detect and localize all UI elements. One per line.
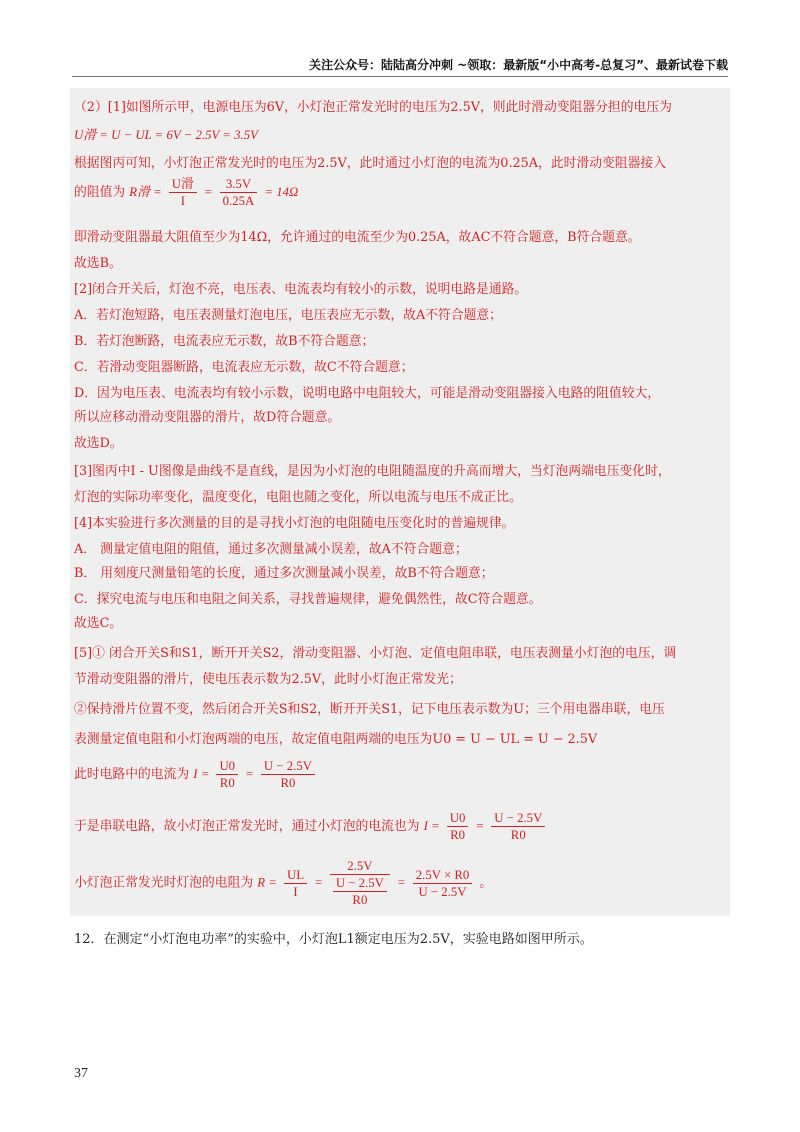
answer-line: 故选B。 [74,256,122,271]
answer-line: 灯泡的实际功率变化，温度变化，电阻也随之变化，所以电流与电压不成正比。 [74,490,522,505]
fraction: $\frac{2.5V \times R0}{U - 2.5V}$ [413,867,473,900]
answer-line: （2）[1]如图所示甲，电源电压为6V，小灯泡正常发光时的电压为2.5V，则此时滑动变阻器分担的电压为 [74,100,672,115]
compound-fraction: $\frac{2.5V}{\frac{U - 2.5V}{R0}}$ [330,858,390,908]
answer-line: D．因为电压表、电流表均有较小示数，说明电路中电阻较大，可能是滑动变阻器接入电路的阻值较大， [74,386,661,401]
answer-line: A．若灯泡短路，电压表测量灯泡电压，电压表应无示数，故A不符合题意； [74,308,502,323]
fraction: $\frac{U0}{R0}$ [447,810,469,843]
answer-text: 小灯泡正常发光时灯泡的电阻为 [74,875,254,891]
answer-line: [5]① 闭合开关S和S1，断开开关S2，滑动变阻器、小灯泡、定值电阻串联，电压表测量小灯泡的电压，调 [74,646,677,661]
fraction: $\frac{U - 2.5V}{R0}$ [261,758,315,791]
fraction: $\frac{U - 2.5V}{R0}$ [491,810,545,843]
answer-line: B．若灯泡断路，电流表应无示数，故B不符合题意； [74,334,375,349]
answer-line: B． 用刻度尺测量铅笔的长度，通过多次测量减小误差，故B不符合题意； [74,566,494,581]
formula-lhs: R = [257,875,277,890]
answer-text: 的阻值为 [74,185,126,200]
answer-line-with-formula: 的阻值为 R滑 = $\frac{\text{U滑}}{I}$ = $\frac{3.5V}{0.25A}$ = 14Ω [74,177,299,208]
answer-line: [4]本实验进行多次测量的目的是寻找小灯泡的电阻随电压变化时的普遍规律。 [74,516,515,531]
formula-lhs: I = [423,819,440,833]
answer-line: 节滑动变阻器的滑片，使电压表示数为2.5V，此时小灯泡正常发光； [74,672,462,687]
answer-line-with-formula: 此时电路中的电流为 I = $\frac{U0}{R0}$ = $\frac{U - 2.5V}{R0}$ [74,758,318,791]
answer-line: C．探究电流与电压和电阻之间关系，寻找普遍规律，避免偶然性，故C符合题意。 [74,592,542,607]
fraction: $\frac{UL}{I}$ [284,867,307,900]
answer-line: 所以应移动滑动变阻器的滑片，故D符合题意。 [74,410,341,425]
answer-line: 故选D。 [74,436,123,451]
answer-line: ②保持滑片位置不变，然后闭合开关S和S2，断开开关S1，记下电压表示数为U；三个用电器串联，电压 [74,702,665,717]
answer-line: 表测量定值电阻和小灯泡两端的电压，故定值电阻两端的电压为U0 = U − UL = U − 2.5V [74,732,598,747]
answer-line: A． 测量定值电阻的阻值，通过多次测量减小误差，故A不符合题意； [74,542,468,557]
formula-end: 。 [479,875,493,891]
formula-rhs: = 14Ω [264,185,299,199]
answer-line: 故选C。 [74,616,123,631]
answer-line: [2]闭合开关后，灯泡不亮，电压表、电流表均有较小的示数，说明电路是通路。 [74,282,528,297]
formula-lhs: R滑 = [129,185,162,199]
answer-text: 于是串联电路，故小灯泡正常发光时，通过小灯泡的电流也为 [74,819,420,834]
page-number: 37 [74,1066,88,1081]
answer-text: 此时电路中的电流为 [74,767,190,782]
fraction: $\frac{3.5V}{0.25A}$ [220,176,258,209]
answer-line-with-formula: 于是串联电路，故小灯泡正常发光时，通过小灯泡的电流也为 I = $\frac{U0}{R0}$ = $\frac{U - 2.5V}{R0}$ [74,810,548,843]
answer-line: 即滑动变阻器最大阻值至少为14Ω，允许通过的电流至少为0.25A，故AC不符合题意，B符合题意。 [74,230,641,245]
answer-line: [3]图丙中I - U图像是曲线不是直线，是因为小灯泡的电阻随温度的升高而增大，当灯泡两端电压变化时， [74,464,671,479]
question-12: 12．在测定“小灯泡电功率”的实验中，小灯泡L1额定电压为2.5V，实验电路如图甲所示。 [74,932,593,947]
answer-line-with-formula: 小灯泡正常发光时灯泡的电阻为 R = $\frac{UL}{I}$ = $\frac{2.5V}{\frac{U - 2.5V}{R0}}$ = $\frac{2.5V \times R0}{U - 2.5V}$ 。 [74,859,493,907]
fraction: $\frac{\text{U滑}}{I}$ [169,176,197,209]
answer-line: C．若滑动变阻器断路，电流表应无示数，故C不符合题意； [74,360,414,375]
fraction: $\frac{U0}{R0}$ [216,758,238,791]
answer-formula: U滑 = U − UL = 6V − 2.5V = 3.5V [74,128,258,142]
page-header: 关注公众号：陆陆高分冲刺 ~领取：最新版“小中高考-总复习”、最新试卷下载 [309,58,728,72]
header-divider [72,76,728,77]
formula-lhs: I = [193,767,210,781]
answer-line: 根据图丙可知，小灯泡正常发光时的电压为2.5V，此时通过小灯泡的电流为0.25A，此时滑动变阻器接入 [74,156,666,171]
